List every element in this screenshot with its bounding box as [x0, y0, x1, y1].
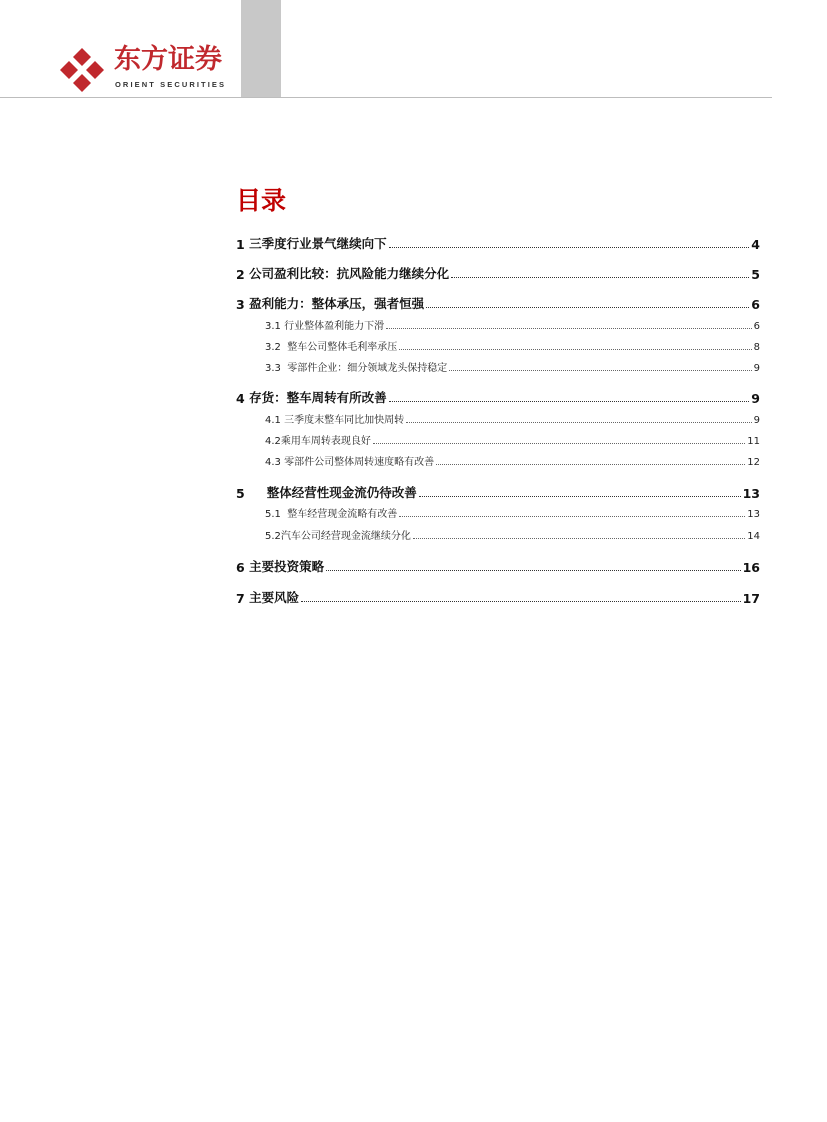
toc-entry-number: 6: [236, 560, 245, 575]
toc-entry-text: 主要风险: [249, 590, 300, 605]
toc-entry-number: 7: [236, 591, 245, 606]
toc-entry-page: 9: [753, 415, 760, 426]
toc-subentry[interactable]: [236, 431, 760, 447]
toc-entry-number: 3.1: [265, 321, 281, 332]
toc-entry-number: 4.3: [265, 457, 281, 468]
toc-entry[interactable]: [236, 290, 760, 312]
toc-title: 目录: [236, 186, 287, 215]
toc-leader-dots: [419, 496, 741, 497]
toc-leader-dots: [301, 601, 741, 602]
toc-subentry[interactable]: [236, 358, 760, 374]
toc-subentry[interactable]: [236, 526, 760, 542]
toc-entry-number: 4: [236, 391, 245, 406]
toc-entry-page: 6: [753, 321, 760, 332]
toc-entry-number: 3.3: [265, 363, 281, 374]
toc-subentry[interactable]: [236, 410, 760, 426]
toc-subentry[interactable]: [236, 504, 760, 520]
toc-subentry[interactable]: [236, 337, 760, 353]
toc-entry-page: 11: [747, 436, 760, 447]
toc-entry[interactable]: [236, 479, 760, 501]
toc-entry-text: 行业整体盈利能力下滑: [284, 321, 385, 332]
toc-entry-page: 14: [747, 531, 760, 542]
toc-entry-page: 6: [751, 297, 760, 312]
toc-leader-dots: [389, 247, 750, 248]
toc-entry-page: 16: [742, 560, 760, 575]
header-divider: [0, 97, 772, 98]
toc-entry-page: 13: [742, 486, 760, 501]
toc-entry[interactable]: [236, 553, 760, 575]
toc-entry-text: 乘用车周转表现良好: [280, 436, 371, 447]
logo-english-name: ORIENT SECURITIES: [115, 80, 227, 89]
toc-entry-text: 零部件公司整体周转速度略有改善: [284, 457, 435, 468]
toc-leader-dots: [373, 443, 745, 444]
logo-chinese-name: 东方证券: [114, 44, 222, 75]
toc-leader-dots: [451, 277, 749, 278]
toc-entry-text: 整体经营性现金流仍待改善: [266, 485, 417, 500]
toc-entry-number: 5.2: [265, 531, 281, 542]
toc-entry-text: 零部件企业：细分领域龙头保持稳定: [287, 363, 448, 374]
toc-entry[interactable]: [236, 230, 760, 252]
toc-entry-number: 1: [236, 237, 245, 252]
toc-entry-number: 5: [236, 486, 245, 501]
toc-entry-text: 公司盈利比较：抗风险能力继续分化: [249, 266, 450, 281]
toc-entry-number: 3.2: [265, 342, 281, 353]
toc-entry-page: 5: [751, 267, 760, 282]
toc-leader-dots: [413, 538, 745, 539]
toc-entry-text: 汽车公司经营现金流继续分化: [280, 531, 411, 542]
toc-entry-number: 4.1: [265, 415, 281, 426]
toc-entry-text: 三季度末整车同比加快周转: [284, 415, 405, 426]
header-gray-block: [241, 0, 281, 97]
toc-entry-number: 5.1: [265, 509, 281, 520]
toc-entry-text: 三季度行业景气继续向下: [249, 236, 387, 251]
toc-entry[interactable]: [236, 260, 760, 282]
toc-leader-dots: [399, 349, 751, 350]
toc-entry-text: 整车公司整体毛利率承压: [287, 342, 398, 353]
toc-entry[interactable]: [236, 384, 760, 406]
toc-leader-dots: [449, 370, 751, 371]
toc-subentry[interactable]: [236, 316, 760, 332]
toc-entry-text: 整车经营现金流略有改善: [287, 509, 398, 520]
toc-leader-dots: [326, 570, 741, 571]
toc-leader-dots: [389, 401, 750, 402]
toc-entry-page: 13: [747, 509, 760, 520]
toc-entry-text: 盈利能力：整体承压，强者恒强: [249, 296, 425, 311]
toc-entry-page: 8: [753, 342, 760, 353]
toc-leader-dots: [406, 422, 752, 423]
toc-subentry[interactable]: [236, 452, 760, 468]
toc-leader-dots: [386, 328, 752, 329]
toc-leader-dots: [436, 464, 745, 465]
toc-entry-page: 17: [742, 591, 760, 606]
toc-entry-page: 12: [747, 457, 760, 468]
toc-entry-page: 9: [753, 363, 760, 374]
toc-leader-dots: [399, 516, 745, 517]
logo-diamond-icon: [58, 46, 106, 94]
toc-entry-text: 存货：整车周转有所改善: [249, 390, 387, 405]
toc-entry-text: 主要投资策略: [249, 559, 325, 574]
toc-entry[interactable]: [236, 584, 760, 606]
toc-entry-number: 4.2: [265, 436, 281, 447]
toc-entry-page: 9: [751, 391, 760, 406]
toc-entry-number: 3: [236, 297, 245, 312]
toc-entry-page: 4: [751, 237, 760, 252]
toc-leader-dots: [426, 307, 749, 308]
toc-entry-number: 2: [236, 267, 245, 282]
